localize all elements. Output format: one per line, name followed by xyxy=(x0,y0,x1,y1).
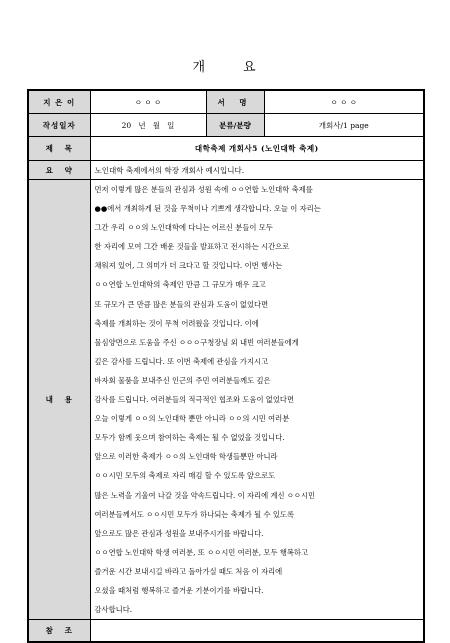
document-title xyxy=(0,56,450,75)
date-value: 20 년 월 일 xyxy=(90,114,206,137)
author-label: 지 은 이 xyxy=(28,90,90,114)
title-part-2: 요 xyxy=(243,60,258,75)
content-line: ●●에서 개최하게 된 것을 무척이나 기쁘게 생각합니다. 오늘 이 자리는 xyxy=(94,204,321,214)
content-line: 앞으로 이러한 축제가 ㅇㅇ의 노인대학 학생들뿐만 아니라 xyxy=(94,452,278,462)
content-line: 오늘 이렇게 ㅇㅇ의 노인대학 뿐만 아니라 ㅇㅇ의 시민 여러분 xyxy=(94,414,290,424)
content-line: ㅇㅇ연합 노인대학의 축제인 만큼 그 규모가 매우 크고 xyxy=(94,280,266,290)
signature-value: ㅇ ㅇ ㅇ xyxy=(264,90,424,114)
content-line: 여러분들께서도 ㅇㅇ시민 모두가 하나되는 축제가 될 수 있도록 xyxy=(94,509,295,519)
category-value: 개회사/1 page xyxy=(264,114,424,137)
content-line: 즐거운 시간 보내시길 바라고 돌아가실 때도 처음 이 자리에 xyxy=(94,566,283,576)
signature-label: 서 명 xyxy=(206,90,264,114)
reference-value xyxy=(90,620,424,643)
content-line: 그간 우리 ㅇㅇ의 노인대학에 다니는 어르신 분들이 모두 xyxy=(94,223,273,233)
content-line: 깊은 감사를 드립니다. 또 이번 축제에 관심을 가지시고 xyxy=(94,356,269,366)
summary-value: 노인대학 축제에서의 학장 개회사 예시입니다. xyxy=(90,161,424,180)
subject-value: 대학축제 개회사5 (노인대학 축제) xyxy=(90,137,424,161)
content-line: 앞으로도 많은 관심과 성원을 보내주시기를 바랍니다. xyxy=(94,528,264,538)
content-line: 감사합니다. xyxy=(94,605,133,615)
subject-label: 제 목 xyxy=(28,137,90,161)
content-body xyxy=(90,180,424,620)
date-row xyxy=(28,114,424,137)
content-line: 많은 노력을 기울여 나갈 것을 약속드립니다. 이 자리에 계신 ㅇㅇ시민 xyxy=(94,490,316,500)
author-value: ㅇ ㅇ ㅇ xyxy=(90,90,206,114)
content-line: 감사를 드립니다. 여러분들의 적극적인 협조와 도움이 없었다면 xyxy=(94,395,295,405)
content-line: 바자회 물품을 보내주신 인근의 주민 여러분들께도 깊은 xyxy=(94,375,271,385)
content-line: 먼저 이렇게 많은 분들의 관심과 성원 속에 ㅇㅇ연합 노인대학 축제를 xyxy=(94,185,313,194)
summary-label: 요 약 xyxy=(28,161,90,180)
content-row xyxy=(28,180,424,620)
summary-form-table xyxy=(27,89,425,643)
author-row xyxy=(28,90,424,114)
content-line: 한 자리에 모여 그간 배운 것들을 발표하고 전시하는 시간으로 xyxy=(94,242,290,252)
reference-row xyxy=(28,620,424,643)
content-line: 채워져 있어, 그 의미가 더 크다고 할 것입니다. 이번 행사는 xyxy=(94,261,283,271)
content-line: ㅇㅇ연합 노인대학 학생 여러분, 또 ㅇㅇ시민 여러분, 모두 행복하고 xyxy=(94,547,309,557)
subject-row xyxy=(28,137,424,161)
date-label: 작성일자 xyxy=(28,114,90,137)
content-line: 물심양면으로 도움을 주신 ㅇㅇㅇ구청장님 외 내빈 여러분들에게 xyxy=(94,337,299,347)
content-label: 내 용 xyxy=(28,180,90,620)
title-part-1: 개 xyxy=(192,60,207,75)
reference-label: 참 조 xyxy=(28,620,90,643)
content-line: 오셨을 때처럼 행복하고 즐거운 기분이기를 바랍니다. xyxy=(94,585,264,595)
summary-row xyxy=(28,161,424,180)
content-line: 또 규모가 큰 만큼 많은 분들의 관심과 도움이 없었다면 xyxy=(94,299,269,309)
content-line: 축제를 개최하는 것이 무척 어려웠을 것입니다. 이에 xyxy=(94,318,259,328)
category-label: 분류/분량 xyxy=(206,114,264,137)
content-line: ㅇㅇ시민 모두의 축제로 자리 매김 할 수 있도록 앞으로도 xyxy=(94,471,276,481)
content-line: 모두가 함께 웃으며 참여하는 축제는 될 수 없었을 것입니다. xyxy=(94,433,285,443)
